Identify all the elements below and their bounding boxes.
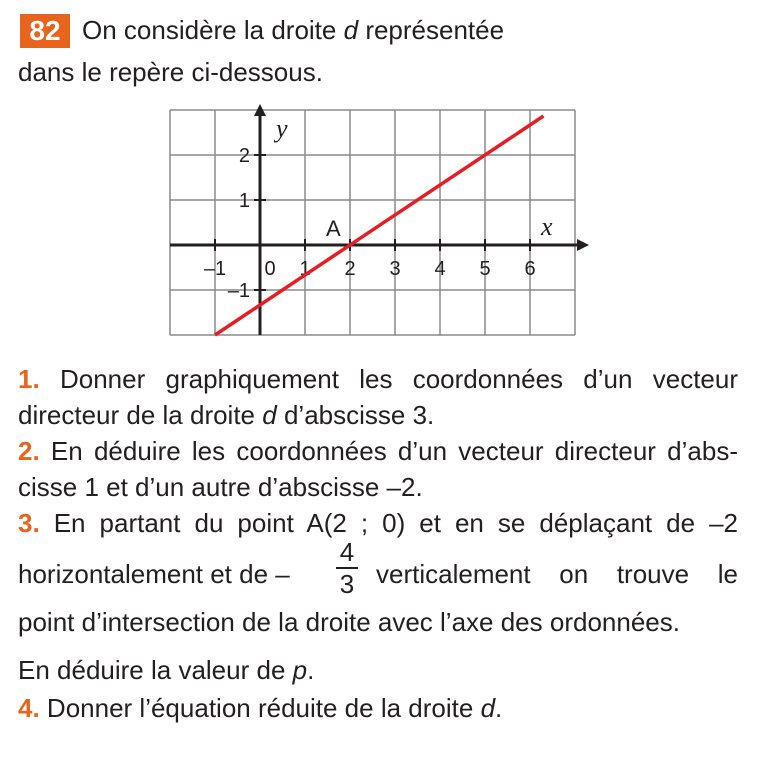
x-tick-label: 3 <box>389 258 401 280</box>
fraction-numerator: 4 <box>339 537 355 567</box>
intro-text-b: représentée <box>365 15 505 45</box>
exercise-number-badge: 82 <box>20 14 70 48</box>
graph-figure <box>160 100 600 345</box>
question-3-line4a: En déduire la valeur de <box>18 655 286 685</box>
x-tick-label: –1 <box>203 258 227 280</box>
question-3-line3: point d’intersection de la droite avec l’axe des ordonnées. <box>18 607 680 637</box>
question-2-line2: cisse 1 et d’un autre d’abscisse –2. <box>18 472 423 502</box>
question-4-text-a: Donner l’équation réduite de la droite <box>46 693 474 723</box>
question-4-number: 4. <box>18 693 40 723</box>
x-tick-label: 2 <box>344 258 356 280</box>
question-2-line1: En déduire les coordonnées d’un vecteur directeur d’abs- <box>50 436 738 466</box>
question-4-text-b: . <box>495 693 503 723</box>
question-3-p: p <box>292 655 308 685</box>
point-a-label: A <box>326 216 341 241</box>
intro-line-name: d <box>343 15 359 45</box>
question-4-line-name: d <box>480 693 496 723</box>
question-2 <box>18 433 738 505</box>
y-axis-label: y <box>276 114 288 143</box>
y-tick-label: –1 <box>227 280 250 302</box>
x-tick-label: 0 <box>264 258 276 280</box>
x-tick-label: 5 <box>479 258 491 280</box>
x-tick-label: 4 <box>434 258 446 280</box>
question-1 <box>18 361 738 433</box>
question-1-line1: Donner graphiquement les coordonnées d’un vecteur <box>59 364 738 394</box>
question-1-line2b: d’abscisse 3. <box>283 400 435 430</box>
question-3-line1: En partant du point A(2 ; 0) et en se déplaçant de –2 <box>53 508 738 538</box>
question-1-line2a: directeur de la droite <box>18 400 256 430</box>
exercise-intro-line2: dans le repère ci-dessous. <box>18 57 323 87</box>
x-axis-label: x <box>541 212 553 241</box>
fraction-four-thirds <box>336 537 358 599</box>
tick-marks <box>204 145 536 302</box>
question-3-line4 <box>18 652 738 688</box>
question-3 <box>18 505 738 541</box>
line-d <box>215 116 544 335</box>
y-tick-label: 2 <box>238 145 250 167</box>
question-3-line4b: . <box>307 655 315 685</box>
question-2-number: 2. <box>18 436 40 466</box>
x-tick-label: 6 <box>524 258 536 280</box>
fraction-denominator: 3 <box>339 569 355 599</box>
intro-text-a: On considère la droite <box>82 15 337 45</box>
x-axis-arrow <box>577 239 589 251</box>
y-tick-label: 1 <box>238 190 250 212</box>
question-4 <box>18 690 738 726</box>
question-3-line2b: verticalement on trouve le <box>376 559 738 589</box>
question-1-line-name: d <box>262 400 277 430</box>
question-3-number: 3. <box>18 508 40 538</box>
x-tick-label: 1 <box>299 258 311 280</box>
exercise-intro <box>82 12 504 48</box>
question-1-number: 1. <box>18 364 40 394</box>
question-3-line2a: horizontalement et de – <box>18 559 290 589</box>
